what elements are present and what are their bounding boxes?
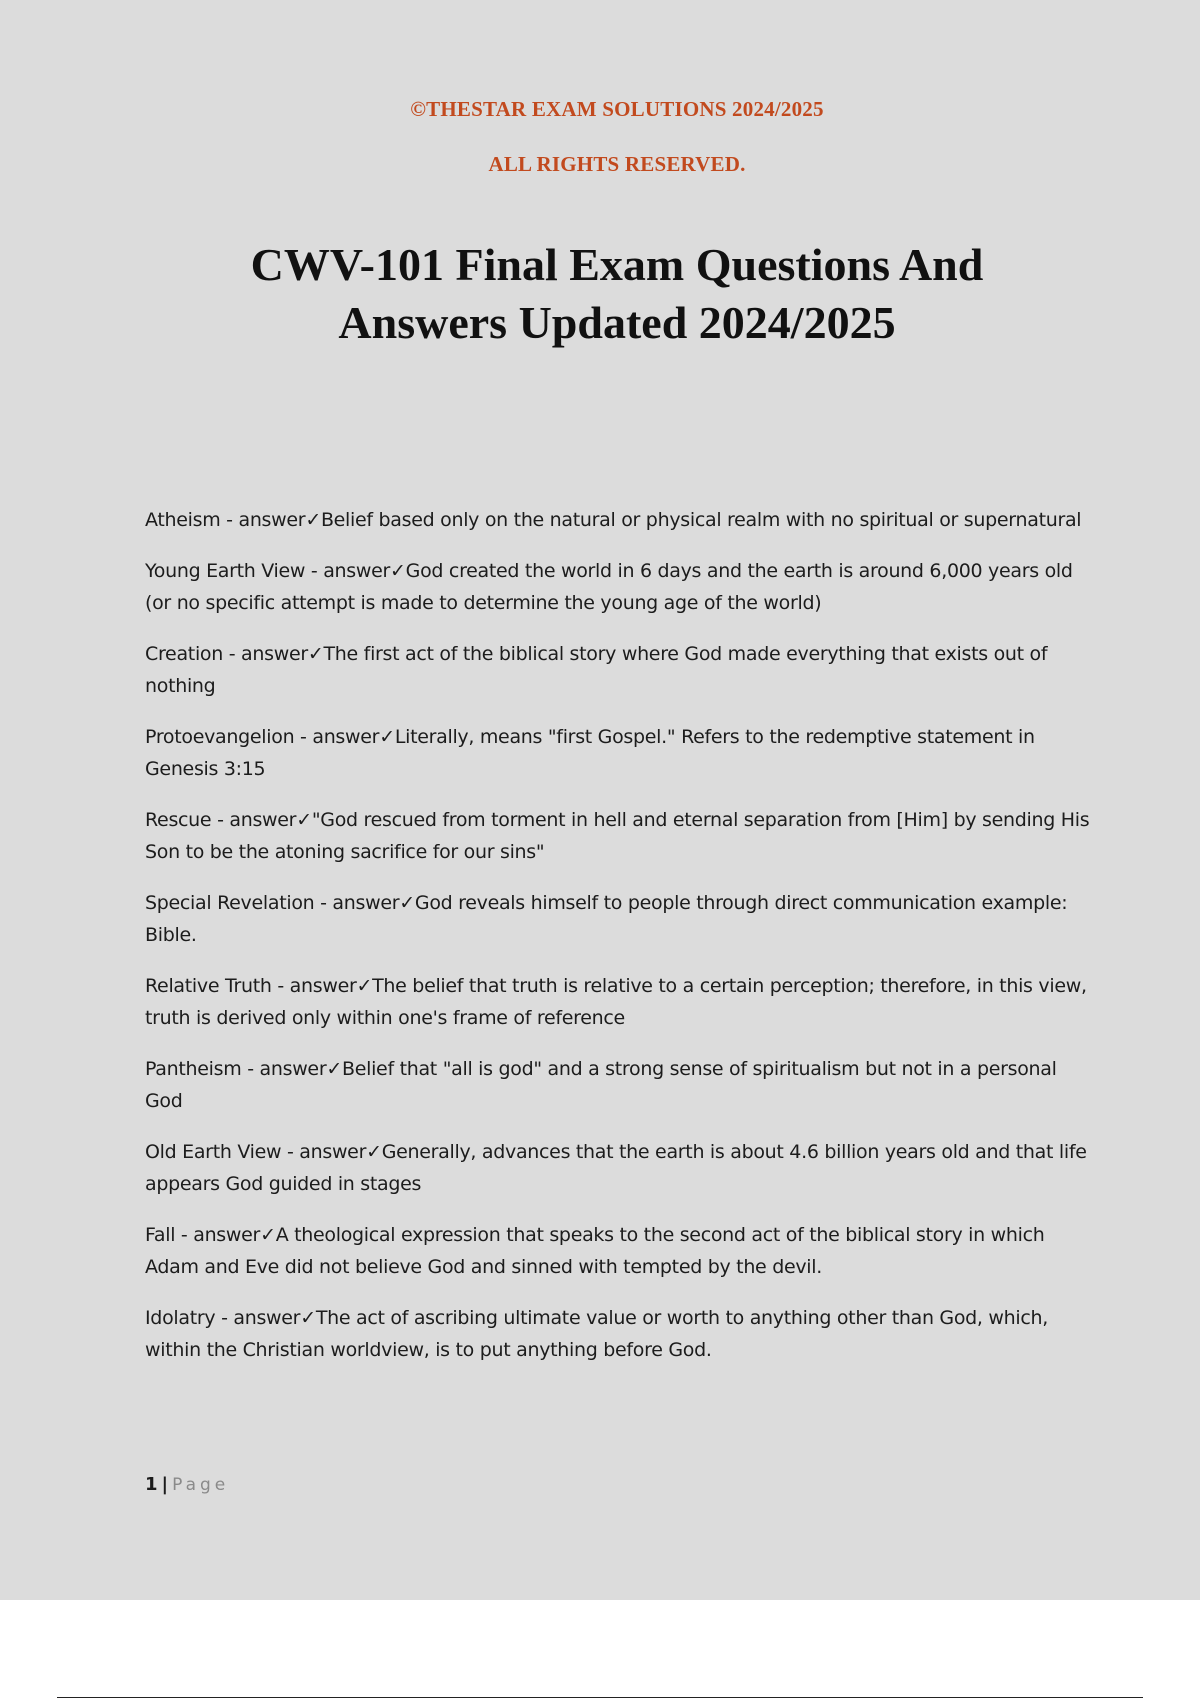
entry-definition: The act of ascribing ultimate value or worth to anything other than God, which, within the Christian worldview, is to put anything before God.: [145, 1307, 1049, 1361]
qa-entry: [145, 1053, 1095, 1117]
footer-separator: |: [161, 1474, 169, 1495]
entry-definition: Belief that "all is god" and a strong sense of spiritualism but not in a personal God: [145, 1058, 1057, 1112]
entry-answer-separator: - answer: [211, 809, 297, 831]
checkmark-icon: ✓: [326, 1058, 342, 1080]
checkmark-icon: ✓: [399, 892, 415, 914]
qa-entry: [145, 1136, 1095, 1200]
entry-answer-separator: - answer: [271, 975, 357, 997]
entry-term: Creation: [145, 643, 223, 665]
entry-answer-separator: - answer: [314, 892, 400, 914]
qa-entry: [145, 504, 1095, 536]
entry-term: Idolatry: [145, 1307, 216, 1329]
document-title: [0, 236, 1200, 352]
entry-answer-separator: - answer: [220, 509, 306, 531]
document-title-line1: CWV-101 Final Exam Questions And: [250, 239, 984, 290]
qa-list: [145, 504, 1095, 1385]
entry-answer-separator: - answer: [223, 643, 308, 665]
entry-definition: Belief based only on the natural or physical realm with no spiritual or supernatural: [320, 509, 1082, 531]
page-footer: [145, 1474, 229, 1495]
checkmark-icon: ✓: [356, 975, 373, 997]
rights-reserved-notice: ALL RIGHTS RESERVED.: [488, 152, 746, 176]
qa-entry: [145, 1302, 1095, 1366]
entry-term: Relative Truth: [145, 975, 272, 997]
entry-term: Special Revelation: [145, 892, 315, 914]
entry-term: Atheism: [145, 509, 221, 531]
page-divider: [57, 1697, 1143, 1698]
checkmark-icon: ✓: [296, 809, 312, 831]
entry-answer-separator: - answer: [215, 1307, 301, 1329]
qa-entry: [145, 970, 1095, 1034]
entry-term: Rescue: [145, 809, 212, 831]
entry-term: Young Earth View: [145, 560, 306, 582]
entry-answer-separator: - answer: [281, 1141, 367, 1163]
qa-entry: [145, 804, 1095, 868]
entry-answer-separator: - answer: [305, 560, 391, 582]
entry-definition: The first act of the biblical story where God made everything that exists out of nothing: [145, 643, 1048, 697]
entry-definition: A theological expression that speaks to the second act of the biblical story in which Adam and Eve did not believe God and sinned with tempted by the devil.: [145, 1224, 1045, 1278]
entry-definition: God created the world in 6 days and the earth is around 6,000 years old (or no specific attempt is made to determine the young age of the world): [145, 560, 1073, 614]
entry-answer-separator: - answer: [241, 1058, 327, 1080]
checkmark-icon: ✓: [300, 1307, 316, 1329]
checkmark-icon: ✓: [307, 643, 324, 665]
checkmark-icon: ✓: [260, 1224, 276, 1246]
checkmark-icon: ✓: [379, 726, 395, 748]
entry-definition: The belief that truth is relative to a certain perception; therefore, in this view, truth is derived only within one's frame of reference: [145, 975, 1087, 1029]
entry-answer-separator: - answer: [294, 726, 380, 748]
page-label: Page: [172, 1475, 230, 1495]
document-title-line2: Answers Updated 2024/2025: [338, 297, 896, 348]
checkmark-icon: ✓: [305, 509, 321, 531]
qa-entry: [145, 721, 1095, 785]
entry-term: Pantheism: [145, 1058, 242, 1080]
page-number: 1: [145, 1474, 158, 1495]
copyright-notice: ©THESTAR EXAM SOLUTIONS 2024/2025: [410, 97, 824, 121]
entry-definition: "God rescued from torment in hell and eternal separation from [Him] by sending His Son to be the atoning sacrifice for our sins": [145, 809, 1090, 863]
entry-answer-separator: - answer: [175, 1224, 261, 1246]
checkmark-icon: ✓: [366, 1141, 382, 1163]
entry-term: Fall: [145, 1224, 176, 1246]
qa-entry: [145, 555, 1095, 619]
entry-definition: Literally, means "first Gospel." Refers to the redemptive statement in Genesis 3:15: [145, 726, 1035, 780]
qa-entry: [145, 1219, 1095, 1283]
checkmark-icon: ✓: [390, 560, 406, 582]
qa-entry: [145, 638, 1095, 702]
entry-term: Old Earth View: [145, 1141, 282, 1163]
entry-definition: God reveals himself to people through direct communication example: Bible.: [145, 892, 1068, 946]
qa-entry: [145, 887, 1095, 951]
entry-definition: Generally, advances that the earth is about 4.6 billion years old and that life appears God guided in stages: [145, 1141, 1087, 1195]
entry-term: Protoevangelion: [145, 726, 295, 748]
